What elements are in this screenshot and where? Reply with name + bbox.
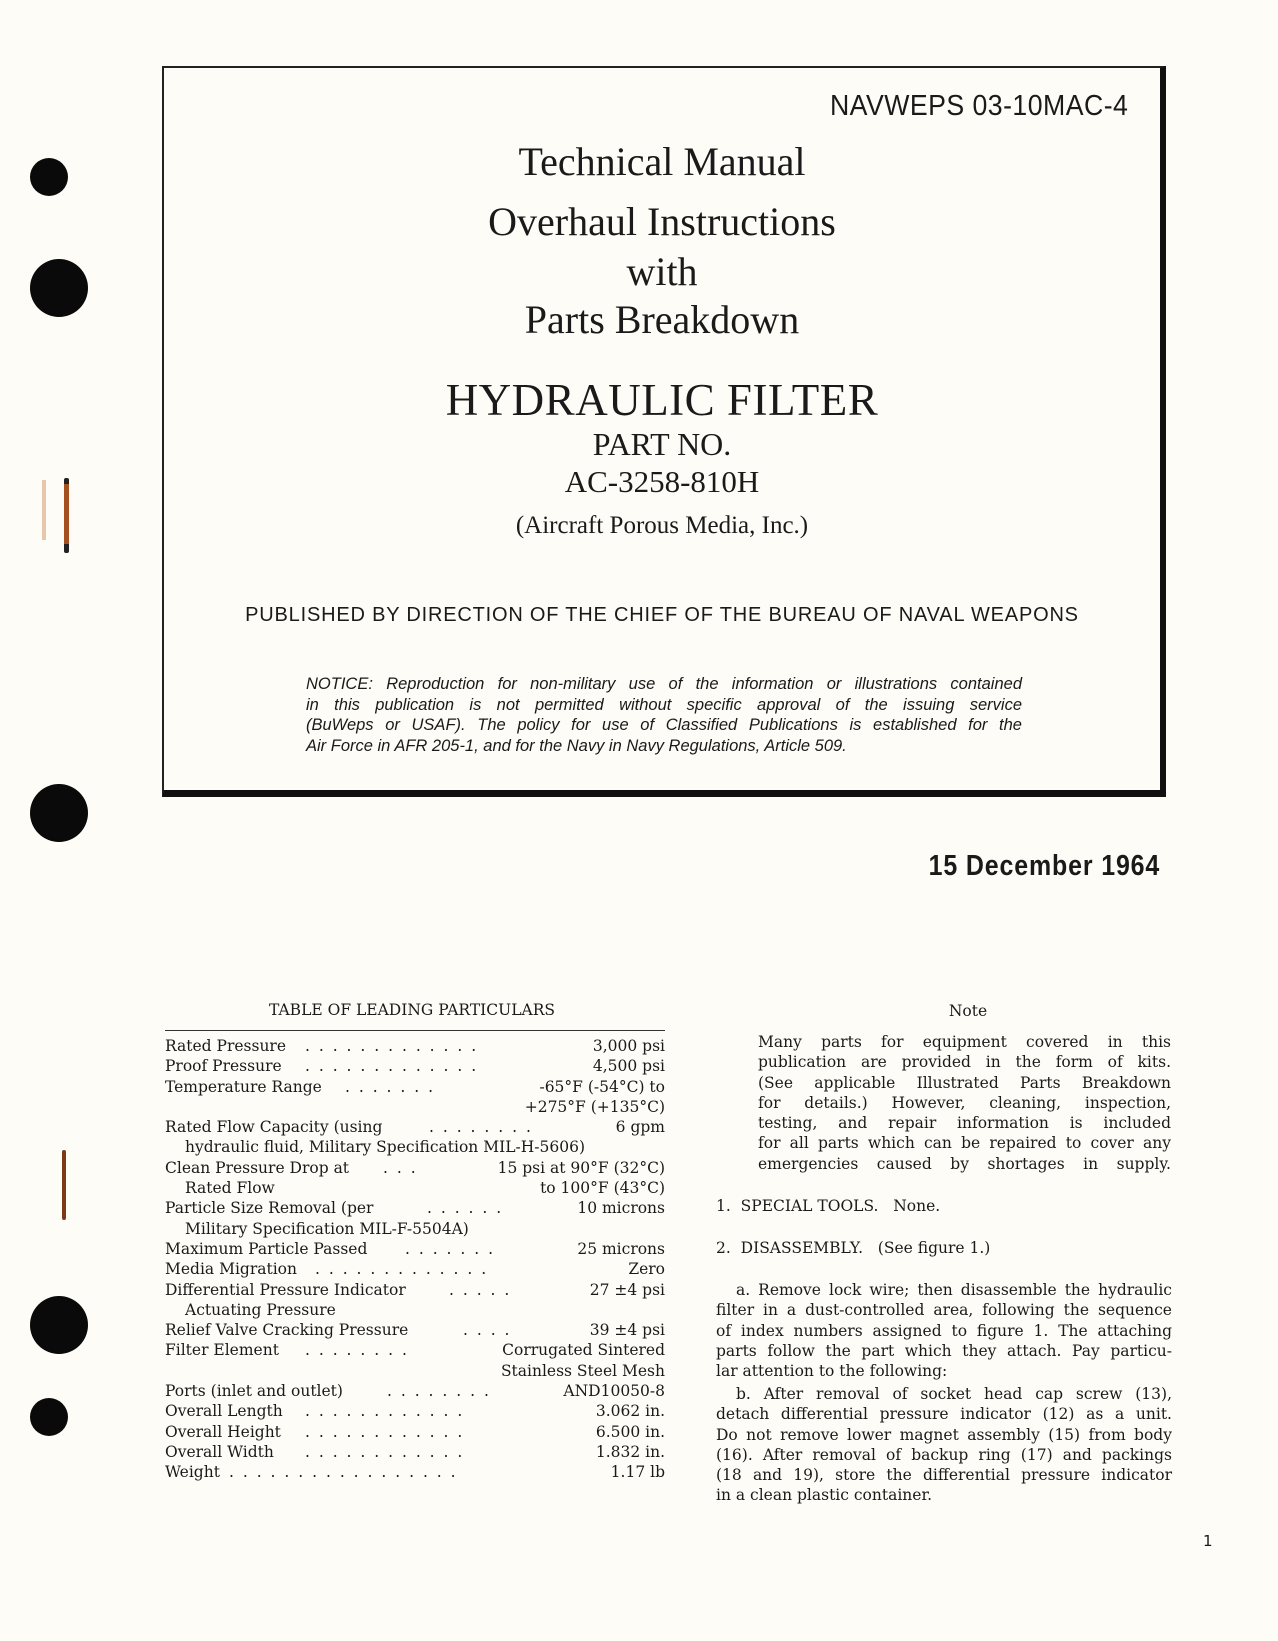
leader-dots: . . . . . . . . . . . . (305, 1442, 465, 1461)
particulars-row (165, 1198, 665, 1218)
particulars-row (165, 1219, 665, 1239)
particulars-value: 39 ±4 psi (589, 1321, 665, 1340)
particulars-value: -65°F (-54°C) to (539, 1077, 665, 1096)
leader-dots: . . . . . . . . (387, 1382, 491, 1401)
leader-dots: . . . . . . . . . . . . (305, 1402, 465, 1421)
notice-line: (BuWeps or USAF). The policy for use of Classified Publications is established for the (306, 716, 1022, 734)
particulars-value: 1.17 lb (610, 1463, 665, 1482)
paragraph-line: of index numbers assigned to figure 1. The attaching (716, 1321, 1172, 1340)
particulars-value: 1.832 in. (595, 1442, 665, 1461)
note-line: for details.) However, cleaning, inspection, (758, 1093, 1171, 1112)
particulars-value: Stainless Steel Mesh (500, 1361, 665, 1380)
particulars-value: 6 gpm (615, 1118, 665, 1137)
particulars-label: Rated Flow (185, 1179, 275, 1198)
part-number: AC-3258-810H (564, 464, 760, 499)
manufacturer: (Aircraft Porous Media, Inc.) (515, 512, 809, 539)
note-line: publication are provided in the form of kits. (758, 1053, 1171, 1072)
particulars-row (165, 1117, 665, 1137)
leader-dots: . . . . . (449, 1280, 512, 1299)
particulars-value: 3,000 psi (592, 1037, 665, 1055)
paragraph-b (716, 1384, 1172, 1506)
note-heading: Note (948, 1002, 988, 1020)
particulars-label: Overall Height (165, 1422, 281, 1441)
leader-dots: . . . . . . . . . . . . (305, 1422, 465, 1441)
title-line: with (626, 249, 698, 294)
particulars-value: 3.062 in. (595, 1402, 665, 1421)
particulars-table (165, 1036, 665, 1483)
binder-hole (30, 259, 88, 317)
particulars-row (165, 1239, 665, 1259)
notice-line: NOTICE: Reproduction for non-military use of the information or illustrations contained (306, 675, 1022, 693)
binder-hole (30, 1296, 88, 1354)
leader-dots: . . . (383, 1158, 418, 1177)
particulars-row (165, 1056, 665, 1076)
document-number: NAVWEPS 03-10MAC-4 (829, 90, 1128, 122)
particulars-row (165, 1361, 665, 1381)
leader-dots: . . . . . . . . (429, 1118, 533, 1137)
leader-dots: . . . . . . . (405, 1239, 496, 1258)
notice-line: Air Force in AFR 205-1, and for the Navy in Navy Regulations, Article 509. (306, 736, 847, 755)
particulars-row (165, 1422, 665, 1442)
leader-dots: . . . . . . . . . . . . . (305, 1057, 479, 1076)
notice-line: in this publication is not permitted without specific approval of the issuing service (306, 695, 1022, 714)
paragraph-line: (18 and 19), store the differential pressure indicator (716, 1466, 1172, 1485)
part-no-label: PART NO. (592, 426, 732, 462)
particulars-row (165, 1077, 665, 1097)
particulars-row (165, 1178, 665, 1198)
particulars-value: 15 psi at 90°F (32°C) (497, 1158, 665, 1177)
divider (165, 1030, 665, 1031)
particulars-label: Weight (165, 1463, 220, 1482)
title-line: Technical Manual (518, 139, 806, 184)
title-box (162, 66, 1166, 797)
rust-stain (40, 470, 70, 560)
particulars-label: Clean Pressure Drop at (165, 1158, 350, 1177)
particulars-label: Maximum Particle Passed (165, 1239, 368, 1258)
particulars-value: 27 ±4 psi (589, 1280, 665, 1299)
particulars-row (165, 1381, 665, 1401)
published-by: PUBLISHED BY DIRECTION OF THE CHIEF OF THE BUREAU OF NAVAL WEAPONS (245, 604, 1079, 626)
note-body (758, 1032, 1171, 1174)
particulars-label: Actuating Pressure (185, 1300, 336, 1319)
particulars-row (165, 1320, 665, 1340)
particulars-label: Relief Valve Cracking Pressure (165, 1321, 409, 1340)
section-disassembly: 2. DISASSEMBLY. (See figure 1.) (716, 1239, 991, 1257)
particulars-title: TABLE OF LEADING PARTICULARS (269, 1001, 555, 1019)
publication-date: 15 December 1964 (928, 850, 1160, 882)
paragraph-line: parts follow the part which they attach. Pay particu- (716, 1341, 1172, 1360)
particulars-value: 10 microns (577, 1199, 665, 1218)
leader-dots: . . . . . . . . . . . . . (305, 1037, 479, 1055)
particulars-value: AND10050-8 (563, 1382, 665, 1401)
subject-title: HYDRAULIC FILTER (445, 375, 879, 425)
particulars-row (165, 1137, 665, 1157)
binder-hole (30, 784, 88, 842)
particulars-value: Zero (628, 1260, 665, 1279)
particulars-value: Corrugated Sintered (502, 1341, 665, 1360)
binder-hole (30, 1398, 68, 1436)
particulars-value: +275°F (+135°C) (524, 1097, 665, 1116)
paragraph-line: (16). After removal of backup ring (17) and packings (716, 1445, 1172, 1464)
notice (306, 674, 1022, 756)
particulars-row (165, 1462, 665, 1482)
paragraph-line: detach differential pressure indicator (12) as a unit. (716, 1405, 1172, 1424)
title-line: Overhaul Instructions (488, 199, 836, 244)
particulars-row (165, 1340, 665, 1360)
section-special-tools: 1. SPECIAL TOOLS. None. (716, 1197, 941, 1215)
particulars-label: Overall Width (165, 1442, 274, 1461)
title-line: Parts Breakdown (524, 297, 800, 342)
particulars-row (165, 1158, 665, 1178)
particulars-label: Temperature Range (165, 1077, 322, 1096)
particulars-row (165, 1259, 665, 1279)
particulars-label: Rated Flow Capacity (using (165, 1118, 383, 1137)
particulars-label: Military Specification MIL-F-5504A) (185, 1219, 469, 1238)
paragraph-line: in a clean plastic container. (716, 1486, 933, 1505)
particulars-value: 4,500 psi (592, 1057, 665, 1076)
binder-hole (30, 158, 68, 196)
particulars-row (165, 1401, 665, 1421)
particulars-label: Particle Size Removal (per (165, 1199, 374, 1218)
particulars-row (165, 1097, 665, 1117)
staple-mark (62, 1150, 66, 1220)
particulars-row (165, 1280, 665, 1300)
particulars-row (165, 1442, 665, 1462)
leader-dots: . . . . . . . . (305, 1341, 409, 1360)
leader-dots: . . . . (463, 1321, 512, 1340)
particulars-value: to 100°F (43°C) (540, 1179, 665, 1198)
note-line: testing, and repair information is included (758, 1114, 1171, 1133)
particulars-value: 25 microns (577, 1239, 665, 1258)
particulars-value: 6.500 in. (595, 1422, 665, 1441)
page-number: 1 (1203, 1532, 1213, 1550)
leader-dots: . . . . . . . (345, 1077, 436, 1096)
note-line: for all parts which can be repaired to cover any (758, 1134, 1171, 1153)
leader-dots: . . . . . . (427, 1199, 504, 1218)
particulars-label: Overall Length (165, 1402, 283, 1421)
particulars-label: hydraulic fluid, Military Specification MIL-H-5606) (185, 1138, 585, 1157)
leader-dots: . . . . . . . . . . . . . (315, 1260, 489, 1279)
paragraph-line: lar attention to the following: (716, 1362, 948, 1381)
leader-dots: . . . . . . . . . . . . . . . . . (229, 1463, 458, 1482)
particulars-label: Proof Pressure (165, 1057, 282, 1076)
particulars-label: Filter Element (165, 1341, 279, 1360)
paragraph-line: b. After removal of socket head cap screw (13), (736, 1385, 1172, 1403)
particulars-label: Ports (inlet and outlet) (165, 1382, 343, 1401)
particulars-row (165, 1036, 665, 1056)
paragraph-line: a. Remove lock wire; then disassemble the hydraulic (736, 1281, 1172, 1299)
note-line: Many parts for equipment covered in this (758, 1033, 1171, 1051)
note-line: emergencies caused by shortages in supply. (758, 1154, 1171, 1173)
paragraph-a (716, 1280, 1172, 1381)
particulars-label: Differential Pressure Indicator (165, 1280, 406, 1299)
paragraph-line: Do not remove lower magnet assembly (15) from body (716, 1425, 1172, 1444)
particulars-label: Rated Pressure (165, 1037, 287, 1055)
note-line: (See applicable Illustrated Parts Breakdown (758, 1073, 1171, 1092)
particulars-label: Media Migration (165, 1260, 297, 1279)
particulars-row (165, 1300, 665, 1320)
paragraph-line: filter in a dust-controlled area, following the sequence (716, 1301, 1172, 1320)
